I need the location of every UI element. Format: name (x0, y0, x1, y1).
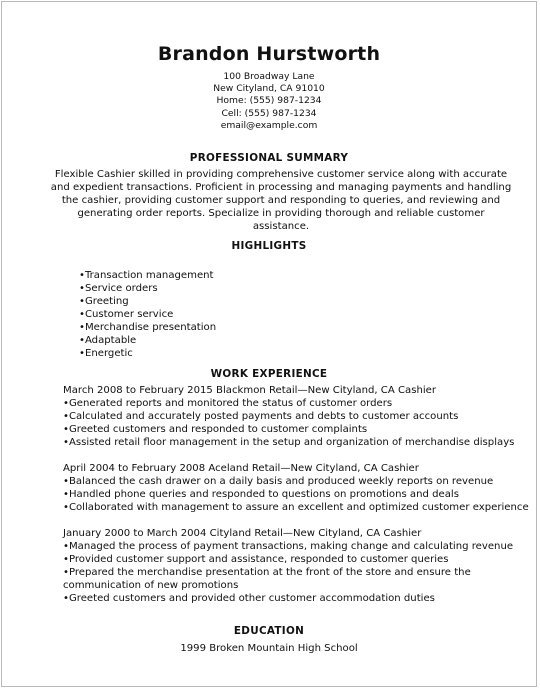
contact-address: 100 Broadway Lane (223, 71, 315, 82)
job-bullet: •Greeted customers and provided other customer accommodation duties (63, 593, 435, 604)
highlight-item: •Transaction management (79, 270, 214, 281)
highlight-item: •Customer service (79, 309, 174, 320)
highlights-list (79, 269, 216, 360)
education-entry: 1999 Broken Mountain High School (180, 643, 358, 654)
highlight-item: •Adaptable (79, 335, 137, 346)
candidate-name: Brandon Hurstworth (157, 43, 381, 65)
contact-home-phone: Home: (555) 987-1234 (216, 95, 322, 107)
resume-page (1, 1, 537, 687)
highlight-item: •Energetic (79, 348, 133, 359)
job-bullet: •Balanced the cash drawer on a daily basis and produced weekly reports on revenue (63, 476, 494, 487)
highlight-item: •Greeting (79, 296, 129, 307)
summary-text: Flexible Cashier skilled in providing comprehensive customer service along with accurate and expedient transactions. Proficient in processing and managing payments and handling the cashier, providing customer support and responding to queries, and reviewing and generating order reports. Specialize in providing thorough and reliable customer assistance. (50, 169, 512, 232)
contact-city: New Cityland, CA 91010 (213, 83, 325, 95)
contact-email: email@example.com (220, 119, 318, 131)
summary-heading: PROFESSIONAL SUMMARY (189, 152, 349, 164)
job-bullet: •Assisted retail floor management in the setup and organization of merchandise displays (63, 437, 515, 448)
job-bullet: •Collaborated with management to assure an excellent and optimized customer experience (63, 502, 529, 513)
job-bullet: •Provided customer support and assistance, responded to customer queries (63, 554, 449, 565)
work-heading: WORK EXPERIENCE (210, 368, 328, 380)
job-bullet: •Managed the process of payment transactions, making change and calculating revenue (63, 541, 514, 552)
job-bullet: •Generated reports and monitored the status of customer orders (63, 398, 393, 409)
highlight-item: •Service orders (79, 283, 158, 294)
job-bullet: •Calculated and accurately posted payments and debts to customer accounts (63, 411, 459, 422)
job-entry (63, 462, 534, 514)
job-title: April 2004 to February 2008 Aceland Retail—New Cityland, CA Cashier (63, 463, 419, 474)
job-title: March 2008 to February 2015 Blackmon Retail—New Cityland, CA Cashier (63, 385, 437, 396)
job-entry (63, 527, 534, 605)
highlight-item: •Merchandise presentation (79, 322, 217, 333)
job-title: January 2000 to March 2004 Cityland Retail—New Cityland, CA Cashier (63, 528, 422, 539)
job-bullet: •Prepared the merchandise presentation at the front of the store and ensure the communication of new promotions (63, 567, 471, 591)
contact-block (2, 71, 536, 132)
job-bullet: •Handled phone queries and responded to questions on promotions and deals (63, 489, 459, 500)
job-bullet: •Greeted customers and responded to customer complaints (63, 424, 368, 435)
education-heading: EDUCATION (233, 625, 305, 637)
highlights-heading: HIGHLIGHTS (231, 240, 307, 252)
job-entry (63, 384, 534, 449)
contact-cell-phone: Cell: (555) 987-1234 (221, 107, 317, 119)
